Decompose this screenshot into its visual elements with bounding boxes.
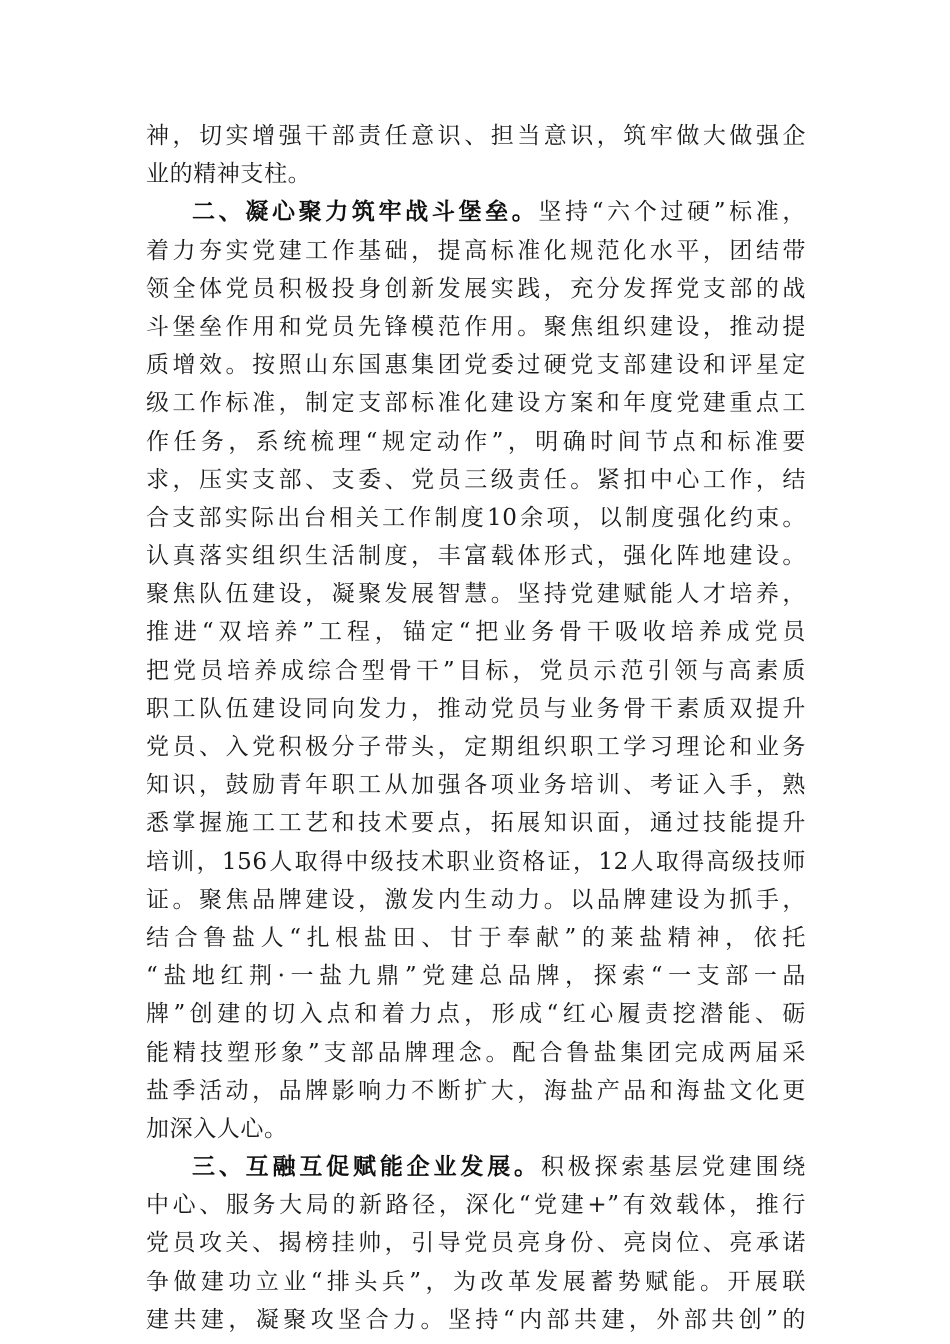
text-line: 牌”创建的切入点和着力点，形成“红心履责挖潜能、砺 bbox=[146, 1001, 806, 1028]
body-text bbox=[146, 117, 806, 1339]
text-line: 领全体党员积极投身创新发展实践，充分发挥党支部的战 bbox=[146, 275, 806, 302]
text-line: 培训，156人取得中级技术职业资格证，12人取得高级技师 bbox=[146, 848, 806, 875]
text-line: “盐地红荆·一盐九鼎”党建总品牌，探索“一支部一品 bbox=[146, 963, 806, 990]
text-line: 党员、入党积极分子带头，定期组织职工学习理论和业务 bbox=[146, 734, 806, 760]
section-heading: 三、互融互促赋能企业发展。 bbox=[192, 1154, 541, 1181]
text-line: 级工作标准，制定支部标准化建设方案和年度党建重点工 bbox=[146, 390, 806, 417]
section-heading-line bbox=[146, 1148, 806, 1186]
text-line: 盐季活动，品牌影响力不断扩大，海盐产品和海盐文化更 bbox=[146, 1077, 806, 1104]
text-line: 建共建，凝聚攻坚合力。坚持“内部共建，外部共创”的 bbox=[146, 1306, 806, 1333]
text-line: 知识，鼓励青年职工从加强各项业务培训、考证入手，熟 bbox=[146, 772, 806, 799]
text-line: 能精技塑形象”支部品牌理念。配合鲁盐集团完成两届采 bbox=[146, 1039, 806, 1066]
text-line: 合支部实际出台相关工作制度10余项，以制度强化约束。 bbox=[146, 504, 806, 531]
text-line: 悉掌握施工工艺和技术要点，拓展知识面，通过技能提升 bbox=[146, 810, 806, 837]
section-heading: 二、凝心聚力筑牢战斗堡垒。 bbox=[192, 199, 539, 226]
text-line: 神，切实增强干部责任意识、担当意识，筑牢做大做强企 bbox=[146, 123, 806, 149]
text-line: 职工队伍建设同向发力，推动党员与业务骨干素质双提升 bbox=[146, 695, 806, 722]
text-line: 中心、服务大局的新路径，深化“党建+”有效载体，推行 bbox=[146, 1192, 806, 1219]
text-line: 斗堡垒作用和党员先锋模范作用。聚焦组织建设，推动提 bbox=[146, 313, 806, 340]
text-line: 推进“双培养”工程，锚定“把业务骨干吸收培养成党员 bbox=[146, 619, 806, 646]
text-run: 积极探索基层党建围绕 bbox=[540, 1154, 806, 1181]
text-line: 求，压实支部、支委、党员三级责任。紧扣中心工作，结 bbox=[146, 466, 806, 493]
text-line: 作任务，系统梳理“规定动作”，明确时间节点和标准要 bbox=[146, 428, 806, 455]
text-line: 认真落实组织生活制度，丰富载体形式，强化阵地建设。 bbox=[146, 543, 806, 570]
text-run: 坚持“六个过硬”标准， bbox=[538, 199, 806, 226]
text-line: 党员攻关、揭榜挂帅，引导党员亮身份、亮岗位、亮承诺 bbox=[146, 1230, 806, 1257]
text-line: 质增效。按照山东国惠集团党委过硬党支部建设和评星定 bbox=[146, 352, 806, 379]
text-line: 争做建功立业“排头兵”，为改革发展蓄势赋能。开展联 bbox=[146, 1268, 806, 1295]
section-heading-line bbox=[146, 193, 806, 231]
text-line: 业的精神支柱。 bbox=[146, 161, 312, 188]
text-line: 聚焦队伍建设，凝聚发展智慧。坚持党建赋能人才培养， bbox=[146, 581, 806, 608]
text-line: 着力夯实党建工作基础，提高标准化规范化水平，团结带 bbox=[146, 237, 806, 264]
text-line: 证。聚焦品牌建设，激发内生动力。以品牌建设为抓手， bbox=[146, 886, 806, 913]
text-line: 结合鲁盐人“扎根盐田、甘于奉献”的莱盐精神，依托 bbox=[146, 924, 806, 951]
text-line: 把党员培养成综合型骨干”目标，党员示范引领与高素质 bbox=[146, 657, 806, 684]
text-line: 加深入人心。 bbox=[146, 1115, 288, 1142]
